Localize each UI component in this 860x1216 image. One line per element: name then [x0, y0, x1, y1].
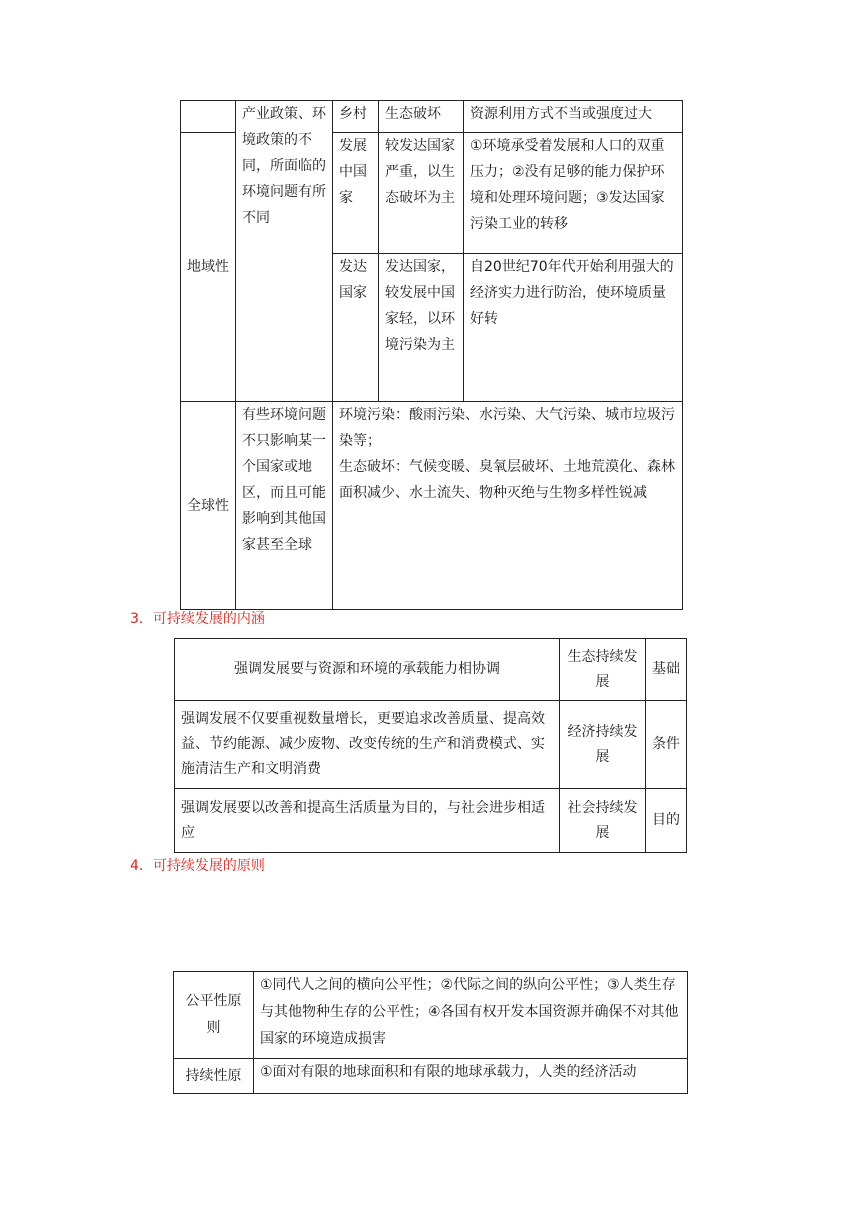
- developing-country-cell: 发展中国家: [333, 133, 379, 254]
- section-heading-principles: 4．可持续发展的原则: [130, 858, 265, 874]
- developing-reasons-cell: ①环境承受着发展和人口的双重压力；②没有足够的能力保护环境和处理环境问题；③发达国家污染工业的转移: [464, 133, 683, 254]
- ecological-damage-cell: 生态破坏: [379, 101, 464, 133]
- connotation-type-cell: 经济持续发展: [560, 701, 646, 789]
- connotation-role-cell: 基础: [646, 639, 687, 701]
- global-note-cell: 有些环境问题不只影响某一个国家或地区，而且可能影响到其他国家甚至全球: [236, 402, 333, 610]
- connotation-type-cell: 生态持续发展: [560, 639, 646, 701]
- global-problems-cell: [333, 402, 683, 610]
- rural-cell: 乡村: [333, 101, 379, 133]
- table-row: [175, 701, 687, 789]
- connotation-type-cell: 社会持续发展: [560, 789, 646, 853]
- global-pollution-text: 环境污染：酸雨污染、水污染、大气污染、城市垃圾污染等；: [339, 407, 675, 449]
- connotation-role-cell: 目的: [646, 789, 687, 853]
- resource-use-cell: 资源利用方式不当或强度过大: [464, 101, 683, 133]
- connotation-content-cell: 强调发展不仅要重视数量增长，更要追求改善质量、提高效益、节约能源、减少废物、改变传统的生产和消费模式、实施清洁生产和文明消费: [175, 701, 560, 789]
- developed-country-cell: 发达国家: [333, 254, 379, 402]
- table-cell-empty: [181, 101, 236, 133]
- table-row: [175, 789, 687, 853]
- sustainable-connotation-table: [174, 638, 687, 853]
- developing-feature-cell: 较发达国家严重，以生态破坏为主: [379, 133, 464, 254]
- regional-label: 地域性: [181, 133, 236, 402]
- connotation-role-cell: 条件: [646, 701, 687, 789]
- principle-content-cell: ①同代人之间的横向公平性；②代际之间的纵向公平性；③人类生存与其他物种生存的公平性；④各国有权开发本国资源并确保不对其他国家的环境造成损害: [254, 972, 688, 1059]
- table-row: [175, 639, 687, 701]
- global-label: 全球性: [181, 402, 236, 610]
- table-row: [181, 101, 683, 133]
- environment-problem-table: [180, 100, 683, 610]
- developed-feature-cell: 发达国家，较发展中国家轻，以环境污染为主: [379, 254, 464, 402]
- regional-policy-cell: [236, 101, 333, 402]
- sustainable-principles-table: [173, 971, 688, 1094]
- developed-reasons-cell: 自20世纪70年代开始利用强大的经济实力进行防治，使环境质量好转: [464, 254, 683, 402]
- connotation-content-cell: 强调发展要与资源和环境的承载能力相协调: [175, 639, 560, 701]
- principle-name-cell: 公平性原则: [174, 972, 254, 1059]
- section-heading-connotation: 3．可持续发展的内涵: [130, 611, 265, 627]
- table-row: [181, 402, 683, 610]
- global-destruction-text: 生态破坏：气候变暖、臭氧层破坏、土地荒漠化、森林面积减少、水土流失、物种灭绝与生物多样性锐减: [339, 459, 675, 501]
- connotation-content-cell: 强调发展要以改善和提高生活质量为目的，与社会进步相适应: [175, 789, 560, 853]
- principle-content-cell: ①面对有限的地球面积和有限的地球承载力，人类的经济活动: [254, 1059, 688, 1094]
- table-row: [174, 1059, 688, 1094]
- cell-text: 产业政策、: [242, 106, 312, 122]
- table-row: [174, 972, 688, 1059]
- principle-name-cell: 持续性原: [174, 1059, 254, 1094]
- regional-policy-note: 环境政策的不同，所面临的环境问题有所不同: [242, 106, 326, 226]
